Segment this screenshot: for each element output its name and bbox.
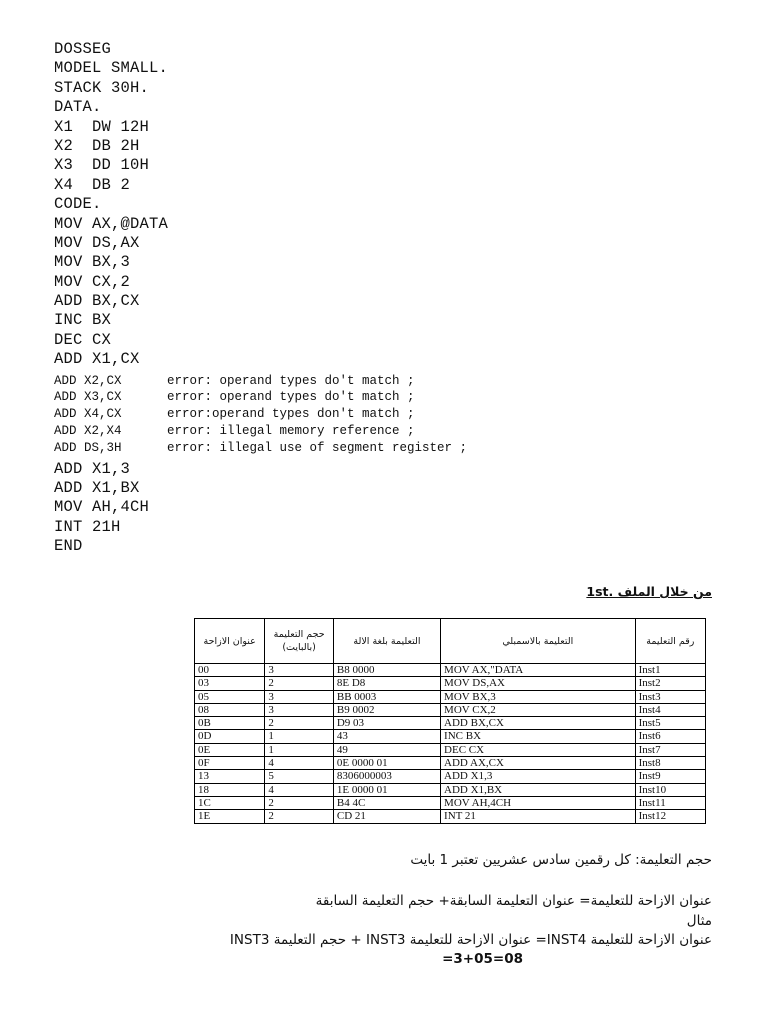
table-row — [195, 757, 706, 770]
cell-offset: 05 — [195, 690, 265, 703]
cell-machine: 8306000003 — [333, 770, 440, 783]
cell-assembly: ADD AX,CX — [441, 757, 636, 770]
code-line: DOSSEG — [54, 40, 112, 58]
cell-size: 3 — [265, 664, 334, 677]
code-line: CODE. — [54, 195, 102, 214]
cell-inst-no: Inst10 — [635, 783, 705, 796]
cell-inst-no: Inst3 — [635, 690, 705, 703]
cell-offset: 0F — [195, 757, 265, 770]
error-line-instruction: ADD X2,CX — [54, 373, 122, 388]
cell-inst-no: Inst8 — [635, 757, 705, 770]
cell-offset: 0B — [195, 717, 265, 730]
note-offset-formula: عنوان الازاحة للتعليمة= عنوان التعليمة السابقة+ حجم التعليمة السابقة — [315, 893, 712, 909]
cell-assembly: ADD BX,CX — [441, 717, 636, 730]
cell-machine: 8E D8 — [333, 677, 440, 690]
cell-machine: B8 0000 — [333, 664, 440, 677]
code-lines-top — [54, 40, 744, 370]
cell-machine: 43 — [333, 730, 440, 743]
cell-assembly: DEC CX — [441, 743, 636, 756]
cell-assembly: MOV AX,"DATA — [441, 664, 636, 677]
cell-assembly: INT 21 — [441, 810, 636, 823]
section-title: من خلال الملف .1st — [586, 584, 712, 599]
cell-size: 2 — [265, 677, 334, 690]
cell-inst-no: Inst1 — [635, 664, 705, 677]
cell-size: 2 — [265, 796, 334, 809]
cell-offset: 03 — [195, 677, 265, 690]
table-row — [195, 743, 706, 756]
instruction-table — [194, 618, 706, 824]
note-example-label: مثال — [686, 913, 712, 929]
cell-offset: 0D — [195, 730, 265, 743]
code-line: X1 DW 12H — [54, 117, 150, 136]
error-line-instruction: ADD DS,3H — [54, 440, 122, 455]
cell-size: 1 — [265, 743, 334, 756]
code-error-lines — [54, 373, 744, 457]
table-row — [195, 717, 706, 730]
cell-assembly: ADD X1,BX — [441, 783, 636, 796]
error-code-line — [54, 440, 744, 457]
cell-inst-no: Inst5 — [635, 717, 705, 730]
error-line-instruction: ADD X2,X4 — [54, 424, 122, 439]
code-line: DATA. — [54, 98, 102, 117]
code-line: STACK 30H. — [54, 78, 150, 97]
error-code-line — [54, 406, 744, 423]
cell-inst-no: Inst11 — [635, 796, 705, 809]
table-row — [195, 770, 706, 783]
cell-assembly: ADD X1,3 — [441, 770, 636, 783]
cell-machine: D9 03 — [333, 717, 440, 730]
cell-inst-no: Inst6 — [635, 730, 705, 743]
cell-size: 3 — [265, 703, 334, 716]
cell-size: 2 — [265, 810, 334, 823]
cell-inst-no: Inst7 — [635, 743, 705, 756]
header-offset: عنوان الازاحة — [195, 619, 265, 664]
cell-assembly: MOV BX,3 — [441, 690, 636, 703]
error-code-line — [54, 389, 744, 406]
note-example-numbers: 08=3+05= — [442, 951, 523, 967]
cell-machine: 49 — [333, 743, 440, 756]
cell-machine: B4 4C — [333, 796, 440, 809]
table-row — [195, 730, 706, 743]
cell-inst-no: Inst12 — [635, 810, 705, 823]
cell-machine: CD 21 — [333, 810, 440, 823]
code-line: INT 21H — [54, 517, 121, 536]
error-line-message: error:operand types don't match ; — [167, 407, 415, 422]
cell-machine: 1E 0000 01 — [333, 783, 440, 796]
table-body — [195, 664, 706, 824]
table-row — [195, 703, 706, 716]
assembly-code-listing — [54, 40, 744, 557]
error-line-message: error: illegal memory reference ; — [167, 424, 415, 439]
error-code-line — [54, 373, 744, 390]
table-row — [195, 690, 706, 703]
code-line: MOV AH,4CH — [54, 498, 150, 517]
error-line-message: error: operand types do't match ; — [167, 390, 415, 405]
cell-assembly: INC BX — [441, 730, 636, 743]
cell-offset: 00 — [195, 664, 265, 677]
code-line: MOV BX,3 — [54, 253, 131, 272]
code-line: X2 DB 2H — [54, 136, 140, 155]
error-line-instruction: ADD X4,CX — [54, 407, 122, 422]
cell-offset: 1C — [195, 796, 265, 809]
header-machine-code: التعليمة بلغة الالة — [333, 619, 440, 664]
note-example-line: عنوان الازاحة للتعليمة INST4= عنوان الازاحة للتعليمة INST3 + حجم التعليمة INST3 — [229, 932, 712, 948]
code-line: INC BX — [54, 311, 112, 330]
error-code-line — [54, 423, 744, 440]
cell-assembly: MOV CX,2 — [441, 703, 636, 716]
error-line-message: error: operand types do't match ; — [167, 373, 415, 388]
error-line-instruction: ADD X3,CX — [54, 390, 122, 405]
header-size: حجم التعليمة (بالبايت) — [265, 619, 334, 664]
code-line: DEC CX — [54, 330, 112, 349]
table-row — [195, 810, 706, 823]
error-line-message: error: illegal use of segment register ; — [167, 440, 468, 455]
table-row — [195, 677, 706, 690]
cell-size: 4 — [265, 783, 334, 796]
cell-machine: 0E 0000 01 — [333, 757, 440, 770]
code-line: X4 DB 2 — [54, 175, 131, 194]
cell-assembly: MOV DS,AX — [441, 677, 636, 690]
cell-offset: 18 — [195, 783, 265, 796]
code-line: MODEL SMALL. — [54, 59, 169, 78]
code-lines-bottom — [54, 460, 744, 557]
cell-inst-no: Inst9 — [635, 770, 705, 783]
header-inst-no: رقم التعليمة — [635, 619, 705, 664]
code-line: ADD X1,3 — [54, 459, 131, 478]
cell-offset: 08 — [195, 703, 265, 716]
table-row — [195, 783, 706, 796]
cell-size: 4 — [265, 757, 334, 770]
cell-offset: 1E — [195, 810, 265, 823]
table-row — [195, 796, 706, 809]
code-line: ADD X1,CX — [54, 350, 140, 369]
table-row — [195, 664, 706, 677]
code-line: MOV DS,AX — [54, 233, 140, 252]
code-line: X3 DD 10H — [54, 156, 150, 175]
cell-size: 1 — [265, 730, 334, 743]
code-line: ADD X1,BX — [54, 479, 140, 498]
cell-machine: B9 0002 — [333, 703, 440, 716]
cell-inst-no: Inst2 — [635, 677, 705, 690]
code-line: MOV AX,@DATA — [54, 214, 169, 233]
header-assembly: التعليمة بالاسمبلي — [441, 619, 636, 664]
cell-size: 2 — [265, 717, 334, 730]
table-header-row — [195, 619, 706, 664]
code-line: MOV CX,2 — [54, 272, 131, 291]
cell-assembly: MOV AH,4CH — [441, 796, 636, 809]
note-instruction-size: حجم التعليمة: كل رقمين سادس عشريين تعتبر 1 بايت — [410, 852, 712, 868]
cell-offset: 0E — [195, 743, 265, 756]
code-line: ADD BX,CX — [54, 292, 140, 311]
cell-offset: 13 — [195, 770, 265, 783]
cell-machine: BB 0003 — [333, 690, 440, 703]
cell-size: 5 — [265, 770, 334, 783]
cell-size: 3 — [265, 690, 334, 703]
cell-inst-no: Inst4 — [635, 703, 705, 716]
code-line: END — [54, 537, 83, 556]
